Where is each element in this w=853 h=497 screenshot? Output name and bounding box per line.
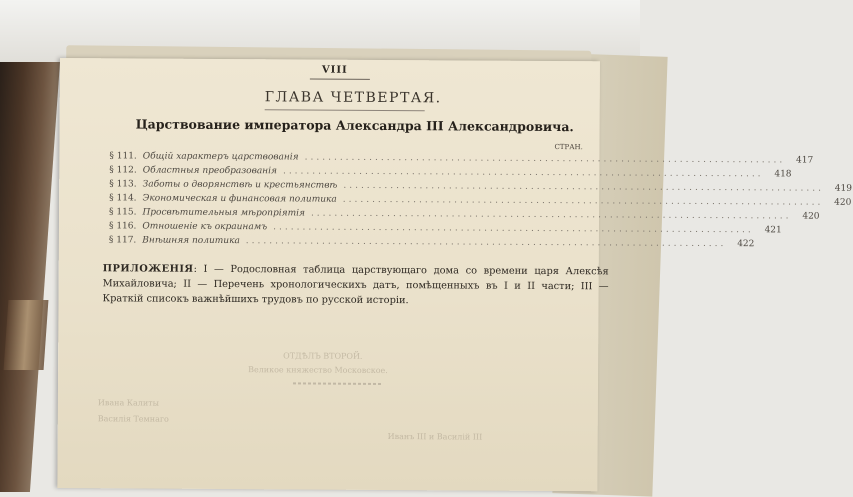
toc-title: Просвѣтительныя мѣропріятія [142,207,305,219]
page-number: VIII [321,64,348,76]
appendix-paragraph [102,261,608,309]
toc-page-number: 420 [834,197,852,208]
toc-title: Отношеніе къ окраинамъ [142,221,268,233]
toc-page-number: 417 [796,155,814,166]
toc-title: Общій характеръ царствованія [142,151,299,163]
toc-leader-dots: .................................................................................. [245,236,727,250]
appendix-text: : I — Родословная таблица царствующаго дома со времени царя Алексѣя Михайловича; II — Перечень хронологическихъ датъ, помѣщенныхъ въ I и II части; III — Краткій списокъ важнѣйшихъ трудовъ по русской исторіи. [102,263,609,307]
chapter-title: Царствование императора Александра III Александровича. [135,116,574,135]
bleed-through-text: ОТДѢЛЪ ВТОРОЙ. [283,351,363,361]
toc-section-number: § 116. [108,221,137,232]
toc-title: Внѣшняя политика [142,235,240,247]
toc-page-number: 422 [737,239,755,250]
toc-page-number: 419 [834,183,852,194]
pages-column-label: СТРАН. [554,143,583,152]
book-cover-ornament [4,300,49,370]
toc-entry [108,235,755,252]
toc-leader-dots: .................................................................................. [342,194,824,208]
book-cover [0,62,60,492]
toc-leader-dots: .................................................................................. [273,222,754,236]
toc-leader-dots: .................................................................................. [310,208,792,222]
toc-leader-dots: .................................................................................. [343,180,824,194]
toc-page-number: 420 [802,211,820,222]
toc-page-number: 421 [764,225,782,236]
bleed-through-rule [293,382,383,385]
toc-leader-dots: .................................................................................. [282,166,764,180]
toc-title: Заботы о дворянствѣ и крестьянствѣ [142,179,338,191]
toc-section-number: § 115. [109,207,137,218]
toc-section-number: § 114. [109,193,137,204]
toc-section-number: § 112. [109,165,137,176]
toc-title: Областныя преобразованія [142,165,277,177]
bleed-through-text: Иванъ III и Василій III [387,432,483,442]
page-number-rule [310,79,370,80]
toc-section-number: § 113. [109,179,137,190]
book-page [57,58,852,491]
bleed-through-text: Василія Темнаго [97,414,169,424]
toc-section-number: § 117. [108,235,137,246]
toc-page-number: 418 [774,169,792,180]
toc-section-number: § 111. [109,151,137,162]
toc-title: Экономическая и финансовая политика [142,193,337,205]
toc-leader-dots: .................................................................................. [304,152,786,166]
bleed-through-text: Великое княжество Московское. [248,365,388,376]
appendix-label: ПРИЛОЖЕНІЯ [102,263,194,275]
chapter-rule [265,109,425,111]
bleed-through-text: Ивана Калиты [97,398,159,408]
chapter-heading: ГЛАВА ЧЕТВЕРТАЯ. [264,89,442,107]
